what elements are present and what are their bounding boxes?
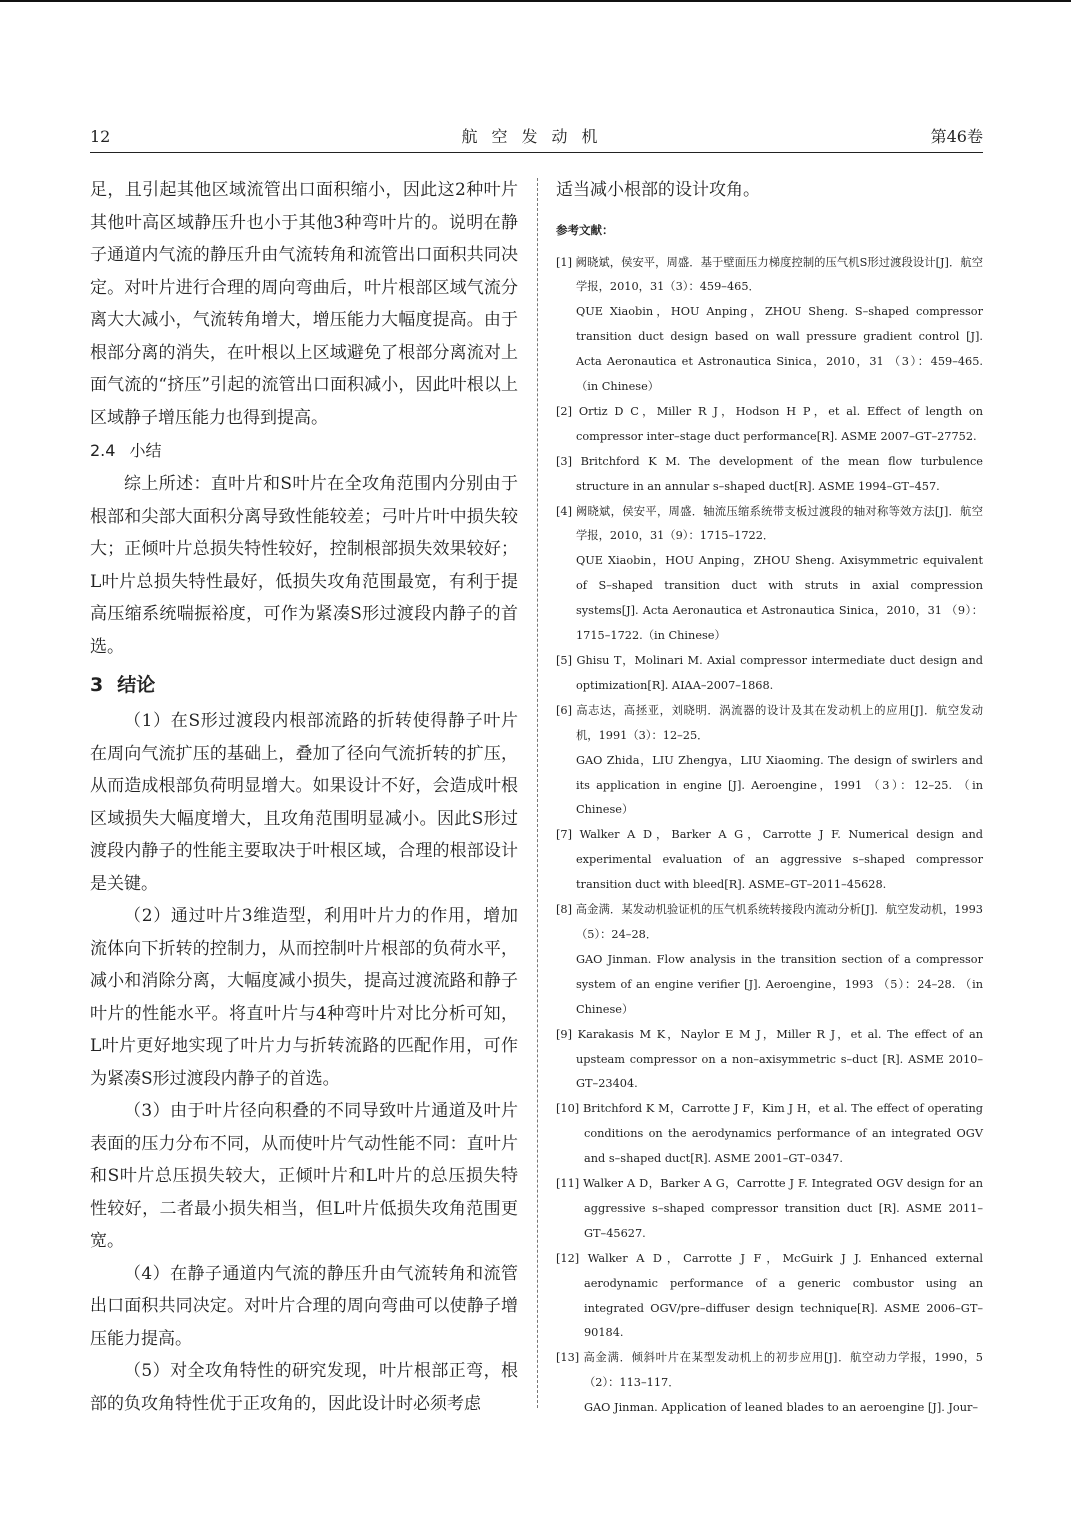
reference-item: [556, 823, 983, 898]
page-header: [90, 127, 983, 155]
section-heading-3: [90, 667, 518, 703]
reference-text: [3] Britchford K M. The development of the mean flow turbulence structure in an annular s–shaped duct[R]. ASME 1994–GT–457.: [556, 454, 983, 493]
reference-item: [556, 649, 983, 699]
reference-text: [13] 高金满．倾斜叶片在某型发动机上的初步应用[J]．航空动力学报，1990，5（2）：113–117．: [556, 1351, 983, 1390]
reference-item: [556, 1346, 983, 1421]
conclusion-3: （3）由于叶片径向积叠的不同导致叶片通道及叶片表面的压力分布不同，从而使叶片气动性能不同：直叶片和S叶片总压损失较大，正倾叶片和L叶片的总压损失特性较好，二者最小损失相当，但L叶片低损失攻角范围更宽。: [90, 1101, 518, 1251]
reference-item: [556, 1247, 983, 1347]
body-paragraph: 足，且引起其他区域流管出口面积缩小，因此这2种叶片其他叶高区域静压升也小于其他3种弯叶片的。说明在静子通道内气流的静压升由气流转角和流管出口面积共同决定。对叶片进行合理的周向弯曲后，叶片根部区域气流分离大大减小，气流转角增大，增压能力大幅度提高。由于根部分离的消失，在叶根以上区域避免了根部分离流对上面气流的“挤压”引起的流管出口面积减小，因此叶根以上区域静子增压能力也得到提高。: [90, 180, 518, 428]
reference-text: [7] Walker A D，Barker A G，Carrotte J F. Numerical design and experimental evaluation of an aggressive s–shaped compressor transition duct with bleed[R]. ASME–GT–2011–45628.: [556, 828, 983, 892]
reference-text: [2] Ortiz D C，Miller R J，Hodson H P，et al. Effect of length on compressor inter–stage duct performance[R]. ASME 2007–GT–27752.: [556, 404, 983, 443]
reference-translation: QUE Xiaobin，HOU Anping，ZHOU Sheng. Axisymmetric equivalent of S–shaped transition duct with struts in axial compression systems[J]. Acta Aeronautica et Astronautica Sinica，2010，31 （9）：1715–1722.（in Chinese）: [576, 554, 983, 643]
reference-translation: GAO Jinman. Application of leaned blades to an aeroengine [J]. Jour–: [584, 1401, 979, 1415]
reference-item: [556, 898, 983, 1023]
left-column: [90, 174, 518, 1420]
section-title: 小结: [129, 441, 162, 460]
reference-text: [1] 阙晓斌，侯安平，周盛．基于壁面压力梯度控制的压气机S形过渡段设计[J]．航空学报，2010，31（3）：459–465．: [556, 255, 983, 294]
reference-translation: GAO Zhida，LIU Zhengya，LIU Xiaoming. The design of swirlers and its application in engine [J]. Aeroengine，1991 （3）：12–25. （in Chinese）: [576, 753, 983, 817]
reference-translation: GAO Jinman. Flow analysis in the transition section of a compressor system of an engine verifier [J]. Aeroengine，1993 （5）：24–28. （in Chinese）: [576, 952, 983, 1016]
reference-item: [556, 699, 983, 824]
reference-item: [556, 450, 983, 500]
reference-text: [11] Walker A D，Barker A G，Carrotte J F. Integrated OGV design for an aggressive s–shaped compressor transition duct [R]. ASME 2011–GT–45627.: [556, 1177, 983, 1240]
volume-label: 第46卷: [930, 127, 983, 146]
continuation-text: 适当减小根部的设计攻角。: [556, 180, 760, 200]
conclusion-1: （1）在S形过渡段内根部流路的折转使得静子叶片在周向气流扩压的基础上，叠加了径向气流折转的扩压，从而造成根部负荷明显增大。如果设计不好，会造成叶根区域损失大幅度增大，且攻角范围明显减小。因此S形过渡段内静子的性能主要取决于叶根区域，合理的根部设计是关键。: [90, 711, 518, 894]
reference-item: [556, 400, 983, 450]
section-heading-2-4: [90, 434, 518, 468]
journal-title: 航空发动机: [461, 127, 612, 146]
reference-translation: QUE Xiaobin，HOU Anping，ZHOU Sheng. S–shaped compressor transition duct design based on wall pressure gradient control [J]. Acta Aeronautica et Astronautica Sinica，2010，31 （3）：459–465.（in Chinese）: [576, 305, 983, 394]
reference-item: [556, 1097, 983, 1172]
body-paragraph: 综上所述：直叶片和S叶片在全攻角范围内分别由于根部和尖部大面积分离导致性能较差；弓叶片叶中损失较大；正倾叶片总损失特性较好，控制根部损失效果较好；L叶片总损失特性最好，低损失攻角范围最宽，有利于提高压缩系统喘振裕度，可作为紧凑S形过渡段内静子的首选。: [90, 474, 518, 657]
reference-item: [556, 251, 983, 400]
conclusion-4: （4）在静子通道内气流的静压升由气流转角和流管出口面积共同决定。对叶片合理的周向弯曲可以使静子增压能力提高。: [90, 1263, 518, 1349]
page-number: 12: [90, 127, 111, 146]
reference-list: [556, 251, 983, 1422]
reference-item: [556, 500, 983, 649]
right-column: [556, 174, 983, 1421]
reference-item: [556, 1023, 983, 1098]
header-rule: [90, 152, 983, 153]
top-border: [0, 0, 1071, 2]
section-number: 3: [90, 674, 104, 696]
reference-item: [556, 1172, 983, 1247]
section-title: 结论: [117, 674, 156, 696]
section-number: 2.4: [90, 441, 116, 460]
reference-text: [8] 高金满．某发动机验证机的压气机系统转接段内流动分析[J]．航空发动机，1993（5）：24–28．: [556, 903, 983, 941]
reference-text: [12] Walker A D，Carrotte J F，McGuirk J J. Enhanced external aerodynamic performance of a generic combustor using an integrated OGV/pre–diffuser design technique[R]. ASME 2006–GT–90184.: [556, 1251, 983, 1340]
references-title: 参考文献：: [556, 222, 614, 237]
reference-text: [10] Britchford K M，Carrotte J F，Kim J H，et al. The effect of operating conditions on the aerodynamics performance of an integrated OGV and s–shaped duct[R]. ASME 2001–GT–0347.: [556, 1102, 983, 1166]
reference-text: [6] 高志达，高拯亚，刘晓明．涡流器的设计及其在发动机上的应用[J]．航空发动机，1991（3）：12–25．: [556, 703, 983, 742]
conclusion-5: （5）对全攻角特性的研究发现，叶片根部正弯，根部的负攻角特性优于正攻角的，因此设计时必须考虑: [90, 1361, 518, 1414]
column-divider: [537, 178, 538, 1408]
reference-text: [5] Ghisu T，Molinari M. Axial compressor intermediate duct design and optimization[R]. AIAA–2007–1868.: [556, 654, 983, 692]
conclusion-2: （2）通过叶片3维造型，利用叶片力的作用，增加流体向下折转的控制力，从而控制叶片根部的负荷水平，减小和消除分离，大幅度减小损失，提高过渡流路和静子叶片的性能水平。将直叶片与4种弯叶片对比分析可知，L叶片更好地实现了叶片力与折转流路的匹配作用，可作为紧凑S形过渡段内静子的首选。: [90, 906, 518, 1089]
reference-text: [4] 阙晓斌，侯安平，周盛．轴流压缩系统带支板过渡段的轴对称等效方法[J]．航空学报，2010，31（9）：1715–1722．: [556, 504, 983, 543]
reference-text: [9] Karakasis M K，Naylor E M J，Miller R J，et al. The effect of an upsteam compressor on a non–axisymmetric s–duct [R]. ASME 2010–GT–23404.: [556, 1027, 983, 1091]
